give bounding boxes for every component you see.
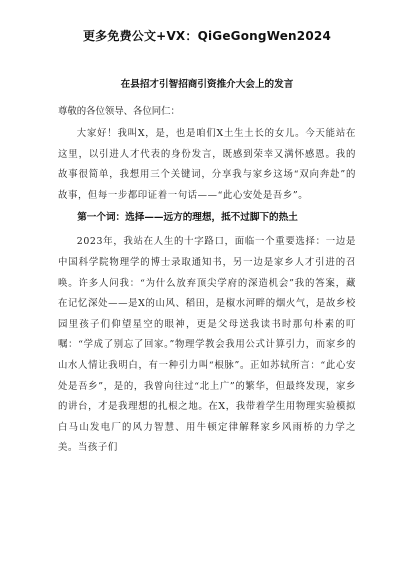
section-heading: 第一个词：选择——远方的理想，抵不过脚下的热土 [77,212,298,224]
speech-title: 在县招才引智招商引资推介大会上的发言 [120,79,294,90]
body-paragraph: 2023年，我站在人生的十字路口，面临一个重要选择：一边是中国科学院物理学的博士录取通知书，另一边是家乡人才引进的召唤。许多人问我：“为什么放弃顶尖学府的深造机会”我的答案，藏在记忆深处——是X的山风、稻田，是椒水河畔的烟火气，是故乡校园里孩子们仰望星空的眼神，更是父母送我读书时那句朴素的叮嘱：“学成了别忘了回家。”物理学教会我用公式计算引力，而家乡的山水人情让我明白，有一种引力叫“根脉”。正如苏轼所言：“此心安处是吾乡”，是的，我曾向往过“北上广”的繁华，但最终发现，家乡的讲台，才是我理想的扎根之地。在X，我带着学生用物理实验模拟白马山发电厂的风力智慧、用牛顿定律解释家乡风雨桥的力学之美。当孩子们 [58,236,356,454]
promo-header: 更多免费公文+VX：QiGeGongWen2024 [82,29,331,43]
intro-paragraph: 大家好！我叫X，是，也是咱们X土生土长的女儿。今天能站在这里，以引进人才代表的身份发言，既感到荣幸又满怀感恩。我的故事很简单，我想用三个关键词，分享我与家乡这场“双向奔赴”的故事，但每一步都印证着一句话——“此心安处是吾乡”。 [58,128,356,201]
salutation: 尊敬的各位领导、各位同仁： [58,106,180,117]
